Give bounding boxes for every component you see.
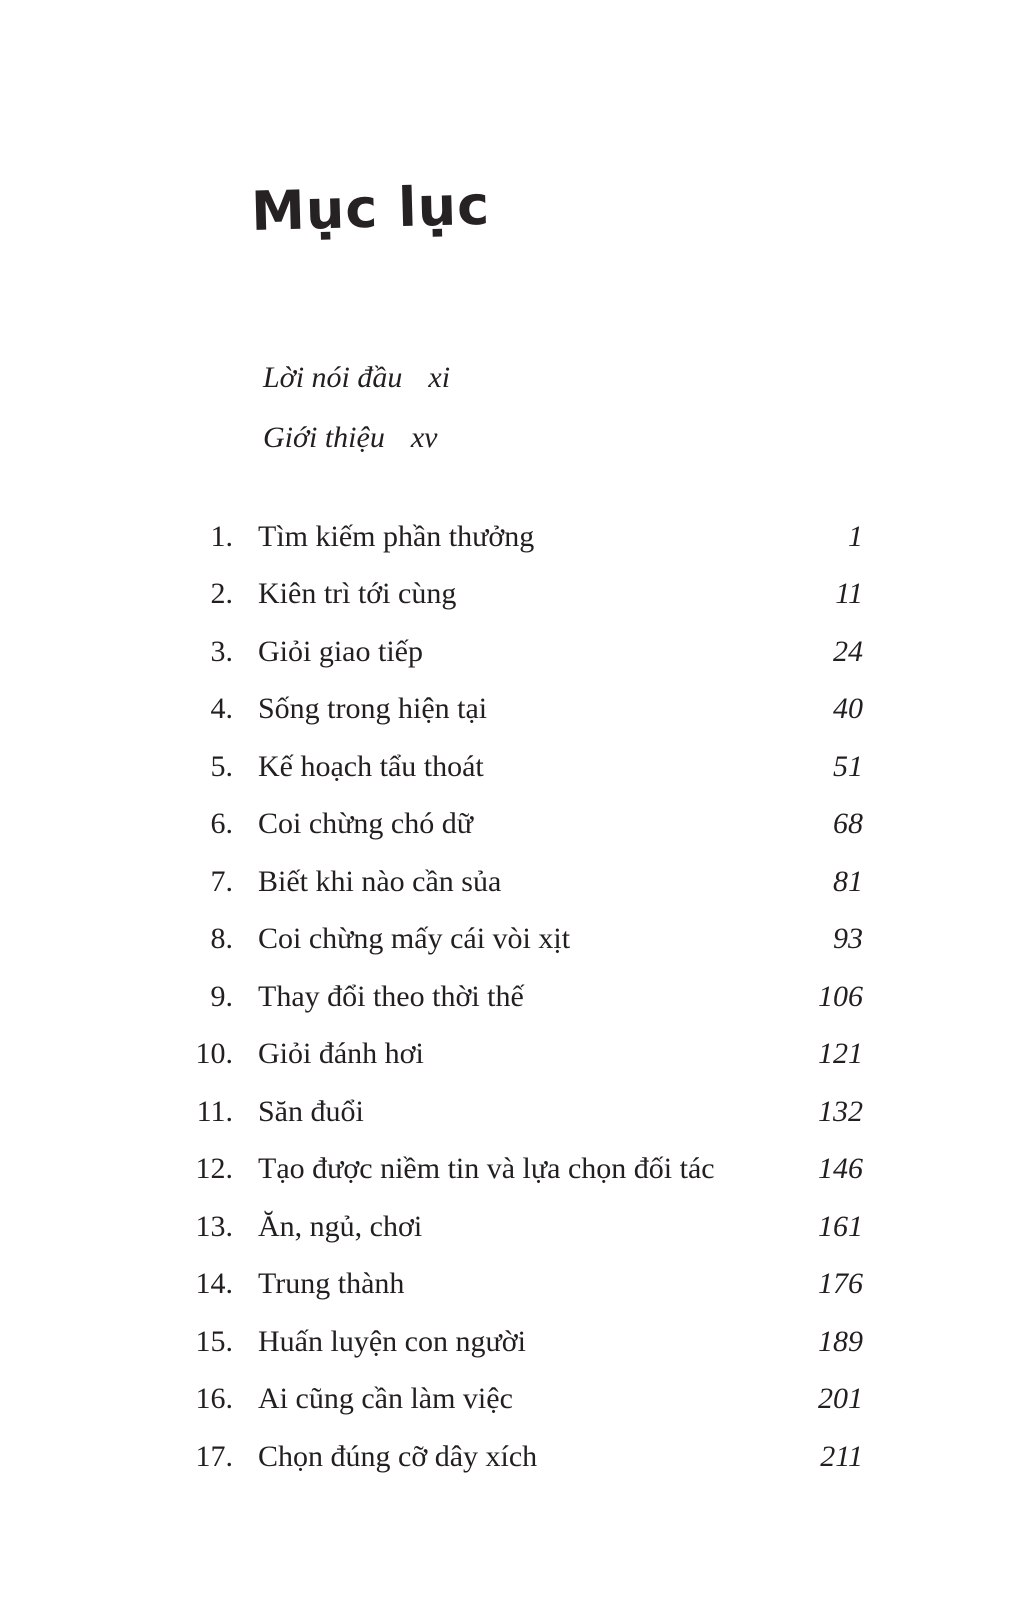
front-matter-entry (263, 348, 450, 408)
chapter-title: Sống trong hiện tại (258, 692, 488, 726)
chapter-list (193, 508, 863, 1486)
chapter-title: Tìm kiếm phần thưởng (258, 519, 535, 553)
chapter-title: Giỏi giao tiếp (258, 634, 423, 668)
toc-entry (193, 1083, 863, 1141)
toc-entry (193, 566, 863, 624)
chapter-title: Ai cũng cần làm việc (258, 1382, 513, 1416)
chapter-number: 1. (210, 519, 233, 553)
toc-entry (193, 623, 863, 681)
toc-entry (193, 1428, 863, 1486)
toc-entry (193, 1313, 863, 1371)
chapter-page-number: 81 (833, 864, 863, 898)
chapter-title: Tạo được niềm tin và lựa chọn đối tác (258, 1152, 715, 1186)
front-matter-title: Lời nói đầu (263, 361, 403, 394)
front-matter-title: Giới thiệu (263, 421, 385, 454)
chapter-page-number: 121 (818, 1037, 863, 1071)
chapter-title: Huấn luyện con người (258, 1324, 526, 1358)
front-matter-page-number: xi (428, 361, 451, 394)
chapter-page-number: 132 (818, 1094, 863, 1128)
chapter-page-number: 24 (833, 634, 863, 668)
toc-entry (193, 738, 863, 796)
toc-entry (193, 1198, 863, 1256)
chapter-page-number: 1 (848, 519, 863, 553)
toc-entry (193, 853, 863, 911)
chapter-title: Thay đổi theo thời thế (258, 979, 524, 1013)
chapter-title: Kiên trì tới cùng (258, 577, 457, 611)
chapter-number: 11. (196, 1094, 233, 1128)
chapter-title: Ăn, ngủ, chơi (258, 1209, 423, 1243)
chapter-page-number: 68 (833, 807, 863, 841)
front-matter-page-number: xv (410, 421, 438, 454)
chapter-number: 5. (210, 749, 233, 783)
front-matter-list (263, 348, 450, 468)
chapter-page-number: 176 (818, 1267, 863, 1301)
chapter-title: Coi chừng chó dữ (258, 807, 473, 841)
chapter-title: Giỏi đánh hơi (258, 1037, 424, 1071)
toc-entry (193, 1256, 863, 1314)
chapter-number: 17. (195, 1439, 233, 1473)
chapter-number: 10. (195, 1037, 233, 1071)
front-matter-entry (263, 408, 450, 468)
chapter-title: Coi chừng mấy cái vòi xịt (258, 922, 571, 956)
chapter-page-number: 93 (833, 922, 863, 956)
toc-entry (193, 1141, 863, 1199)
chapter-number: 6. (210, 807, 233, 841)
chapter-page-number: 40 (833, 692, 863, 726)
chapter-number: 15. (195, 1324, 233, 1358)
chapter-page-number: 161 (818, 1209, 863, 1243)
chapter-number: 12. (195, 1152, 233, 1186)
chapter-page-number: 106 (818, 979, 863, 1013)
chapter-page-number: 51 (833, 749, 863, 783)
chapter-number: 9. (210, 979, 233, 1013)
toc-entry (193, 681, 863, 739)
chapter-title: Chọn đúng cỡ dây xích (258, 1439, 538, 1473)
chapter-title: Biết khi nào cần sủa (258, 864, 502, 898)
chapter-number: 13. (195, 1209, 233, 1243)
chapter-page-number: 146 (818, 1152, 863, 1186)
chapter-title: Săn đuổi (258, 1094, 364, 1128)
chapter-title: Trung thành (258, 1267, 405, 1301)
toc-entry (193, 796, 863, 854)
chapter-page-number: 189 (818, 1324, 863, 1358)
chapter-page-number: 211 (820, 1439, 863, 1473)
toc-entry (193, 508, 863, 566)
chapter-number: 8. (210, 922, 233, 956)
chapter-number: 7. (210, 864, 233, 898)
page-title: Mục lục (250, 173, 491, 243)
chapter-page-number: 201 (818, 1382, 863, 1416)
toc-entry (193, 968, 863, 1026)
chapter-number: 16. (195, 1382, 233, 1416)
toc-entry (193, 1026, 863, 1084)
chapter-number: 4. (210, 692, 233, 726)
chapter-number: 3. (210, 634, 233, 668)
chapter-page-number: 11 (835, 577, 863, 611)
chapter-number: 2. (210, 577, 233, 611)
toc-entry (193, 911, 863, 969)
chapter-title: Kế hoạch tẩu thoát (258, 749, 484, 783)
toc-entry (193, 1371, 863, 1429)
chapter-number: 14. (195, 1267, 233, 1301)
